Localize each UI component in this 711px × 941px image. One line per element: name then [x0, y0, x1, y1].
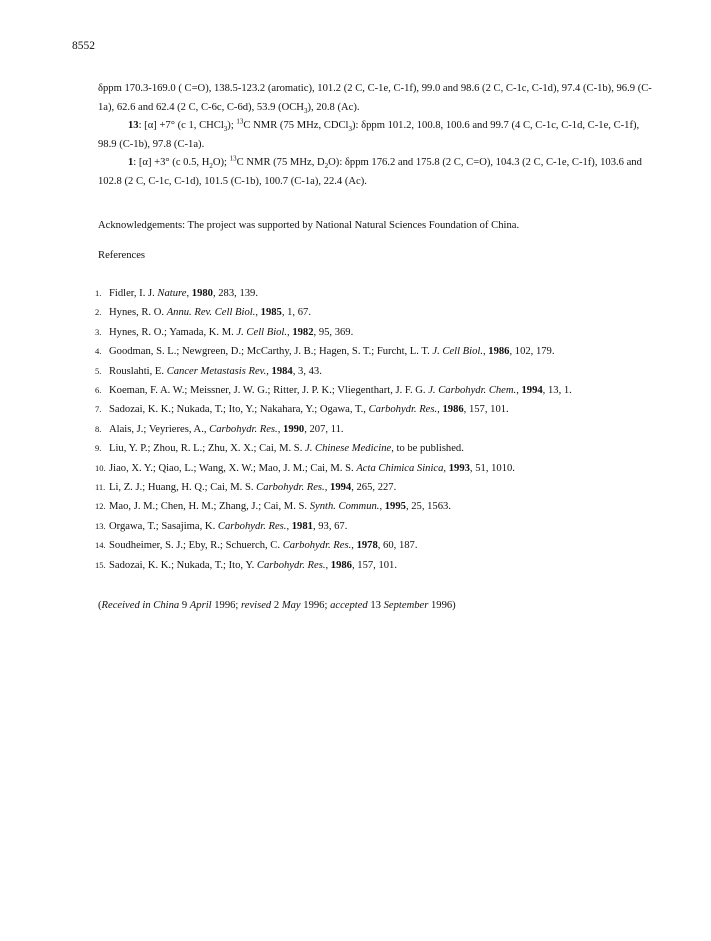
reference-item: [95, 284, 654, 303]
reference-year: 1982: [292, 326, 314, 338]
reference-journal: J. Cell Biol.: [236, 326, 288, 338]
reference-year: 1994: [521, 385, 543, 397]
received-label: Received in China: [101, 600, 180, 611]
reference-authors: Sadozai, K. K.; Nukada, T.; Ito, Y.; Nakahara, Y.; Ogawa, T.,: [109, 404, 369, 416]
reference-year: 1993: [448, 462, 470, 474]
reference-separator: ,: [266, 365, 272, 377]
reference-separator: ,: [286, 520, 292, 532]
reference-authors: Rouslahti, E.: [109, 365, 167, 377]
reference-year: 1986: [330, 559, 352, 571]
reference-number: 5.: [95, 365, 102, 376]
reference-year: 1994: [330, 482, 352, 494]
reference-number: 15.: [95, 559, 106, 570]
reference-volume-pages: , 157, 101.: [463, 404, 509, 416]
accepted-month: September: [383, 600, 429, 611]
reference-authors: Orgawa, T.; Sasajima, K.: [109, 520, 218, 532]
reference-item: [95, 536, 654, 555]
reference-number: 2.: [95, 307, 102, 318]
nmr-paragraph-3: [98, 154, 654, 191]
reference-item: [95, 459, 654, 478]
reference-number: 7.: [95, 404, 102, 415]
reference-journal: Acta Chimica Sinica,: [356, 462, 447, 474]
reference-volume-pages: , 95, 369.: [313, 326, 354, 338]
reference-item: [95, 400, 654, 419]
compound-label-13: 13: [128, 120, 139, 131]
reference-separator: ,: [482, 346, 489, 358]
reference-authors: Liu, Y. P.; Zhou, R. L.; Zhu, X. X.; Cai, M. S.: [109, 443, 305, 455]
reference-volume-pages: , 207, 11.: [304, 423, 344, 435]
reference-separator: ,: [516, 385, 522, 397]
reference-item: [95, 303, 654, 322]
reference-authors: Alais, J.; Veyrieres, A.,: [109, 423, 210, 435]
reference-authors: Sadozai, K. K.; Nukada, T.; Ito, Y.: [109, 559, 257, 571]
reference-number: 6.: [95, 385, 102, 396]
reference-journal: Carbohydr. Res.: [217, 520, 287, 532]
reference-separator: ,: [324, 482, 331, 494]
reference-authors: Jiao, X. Y.; Qiao, L.; Wang, X. W.; Mao, J. M.; Cai, M. S.: [109, 462, 357, 474]
revised-label: revised: [241, 600, 272, 611]
reference-number: 11.: [95, 482, 106, 493]
reference-journal: Carbohydr. Res.: [368, 404, 438, 416]
reference-item: [95, 342, 654, 361]
reference-number: 9.: [95, 443, 102, 454]
reference-volume-pages: , 265, 227.: [351, 482, 397, 494]
revised-month: May: [281, 600, 301, 611]
nmr-data-section: [98, 80, 654, 191]
received-dates: (Received in China 9 April 1996; revised 2 May 1996; accepted 13 September 1996): [98, 600, 456, 611]
reference-volume-pages: , 157, 101.: [351, 559, 397, 571]
reference-authors: Fidler, I. J.: [109, 288, 158, 299]
reference-item: [95, 420, 654, 439]
reference-journal: Carbohydr. Res.: [256, 482, 325, 494]
nmr-paragraph-1: δppm 170.3-169.0 ( C=O), 138.5-123.2 (aromatic), 101.2 (2 C, C-1e, C-1f), 99.0 and 98.6 (2 C, C-1c, C-1d), 97.4 (C-1b), 96.9 (C-1a), 62.6 and 62.4 (2 C, C-6c, C-6d), 53.9 $(OCH_3)$, 20.8 (Ac).: [98, 83, 652, 115]
nmr-paragraph-3-text: : [α] +3° (c 0.5, $H_2O$); $^{13}$C NMR (75 MHz, $D_2O$): δppm 176.2 and 175.8 (2 C, C=O), 104.3 (2 C, C-1e, C-1f), 103.6 and 102.8 (2 C, C-1c, C-1d), 101.5 (C-1b), 100.7 (C-1a), 22.4 (Ac).: [98, 154, 642, 187]
reference-journal: J. Cell Biol.: [432, 346, 483, 358]
reference-volume-pages: , 3, 43.: [292, 365, 322, 377]
reference-item: [95, 381, 654, 400]
reference-journal: Carbohydr. Res.: [282, 540, 352, 552]
reference-year: 1986: [442, 404, 464, 416]
acknowledgements: Acknowledgements: The project was supported by National Natural Sciences Foundation of China.: [98, 220, 520, 231]
reference-item: [95, 323, 654, 342]
reference-journal: Carbohydr. Res.: [256, 559, 326, 571]
reference-volume-pages: , 93, 67.: [312, 520, 348, 532]
reference-item: [95, 439, 654, 458]
reference-number: 14.: [95, 540, 106, 551]
reference-volume-pages: , 51, 1010.: [469, 462, 515, 474]
reference-separator: ,: [277, 423, 284, 435]
reference-number: 3.: [95, 326, 102, 337]
reference-year: 1986: [488, 346, 510, 358]
references-heading: References: [98, 250, 146, 261]
received-month: April: [189, 600, 212, 611]
reference-year: 1981: [291, 520, 313, 532]
reference-journal: Synth. Commun.: [309, 501, 380, 513]
reference-item: [95, 517, 654, 536]
reference-journal: Annu. Rev. Cell Biol.: [166, 307, 256, 319]
reference-item: [95, 362, 654, 381]
reference-volume-pages: , 283, 139.: [212, 288, 258, 299]
reference-volume-pages: , 60, 187.: [377, 540, 418, 552]
reference-authors: Mao, J. M.; Chen, H. M.; Zhang, J.; Cai, M. S.: [109, 501, 310, 513]
reference-authors: Goodman, S. L.; Newgreen, D.; McCarthy, J. B.; Hagen, S. T.; Furcht, L. T.: [109, 346, 433, 358]
reference-year: 1995: [384, 501, 406, 513]
reference-number: 13.: [95, 520, 106, 531]
reference-year: 1985: [260, 307, 282, 319]
reference-year: 1984: [271, 365, 293, 377]
reference-number: 4.: [95, 346, 102, 357]
reference-authors: Soudheimer, S. J.; Eby, R.; Schuerch, C.: [109, 540, 283, 552]
accepted-label: accepted: [330, 600, 368, 611]
reference-number: 10.: [95, 462, 106, 473]
reference-separator: ,: [325, 559, 331, 571]
reference-separator: ,: [255, 307, 261, 319]
reference-year: 1980: [191, 288, 213, 299]
reference-journal: J. Chinese Medicine: [305, 443, 392, 455]
reference-separator: ,: [351, 540, 357, 552]
reference-separator: ,: [379, 501, 385, 513]
reference-journal: Cancer Metastasis Rev.: [166, 365, 267, 377]
reference-number: 12.: [95, 501, 106, 512]
reference-year: 1990: [283, 423, 305, 435]
reference-item: [95, 556, 654, 575]
reference-item: [95, 478, 654, 497]
references-list: [95, 284, 654, 575]
reference-volume-pages: , 102, 179.: [509, 346, 555, 358]
reference-journal: J. Carbohydr. Chem.: [428, 385, 517, 397]
reference-journal: Carbohydr. Res.: [209, 423, 278, 435]
nmr-paragraph-2: [98, 117, 654, 154]
reference-authors: Hynes, R. O.: [109, 307, 167, 319]
reference-separator: ,: [287, 326, 293, 338]
reference-number: 8.: [95, 423, 102, 434]
reference-authors: Koeman, F. A. W.; Meissner, J. W. G.; Ritter, J. P. K.; Vliegenthart, J. F. G.: [109, 385, 429, 397]
nmr-paragraph-2-text: : [α] +7° (c 1, CHCl$_3$); $^{13}$C NMR (75 MHz, CDCl$_3$): δppm 101.2, 100.8, 100.6 and 99.7 (4 C, C-1c, C-1d, C-1e, C-1f), 98.9 (C-1b), 97.8 (C-1a).: [98, 117, 640, 150]
reference-separator: ,: [186, 288, 192, 299]
reference-volume-pages: , 25, 1563.: [405, 501, 451, 513]
reference-separator: , to be published.: [391, 443, 464, 455]
reference-year: 1978: [356, 540, 378, 552]
reference-item: [95, 497, 654, 516]
reference-journal: Nature: [157, 288, 187, 299]
page-number: 8552: [72, 40, 95, 52]
reference-authors: Li, Z. J.; Huang, H. Q.; Cai, M. S.: [109, 482, 257, 494]
compound-label-1: 1: [128, 157, 134, 168]
reference-volume-pages: , 1, 67.: [281, 307, 311, 319]
reference-number: 1.: [95, 288, 102, 298]
reference-authors: Hynes, R. O.; Yamada, K. M.: [109, 326, 237, 338]
reference-volume-pages: , 13, 1.: [542, 385, 572, 397]
reference-separator: ,: [437, 404, 443, 416]
